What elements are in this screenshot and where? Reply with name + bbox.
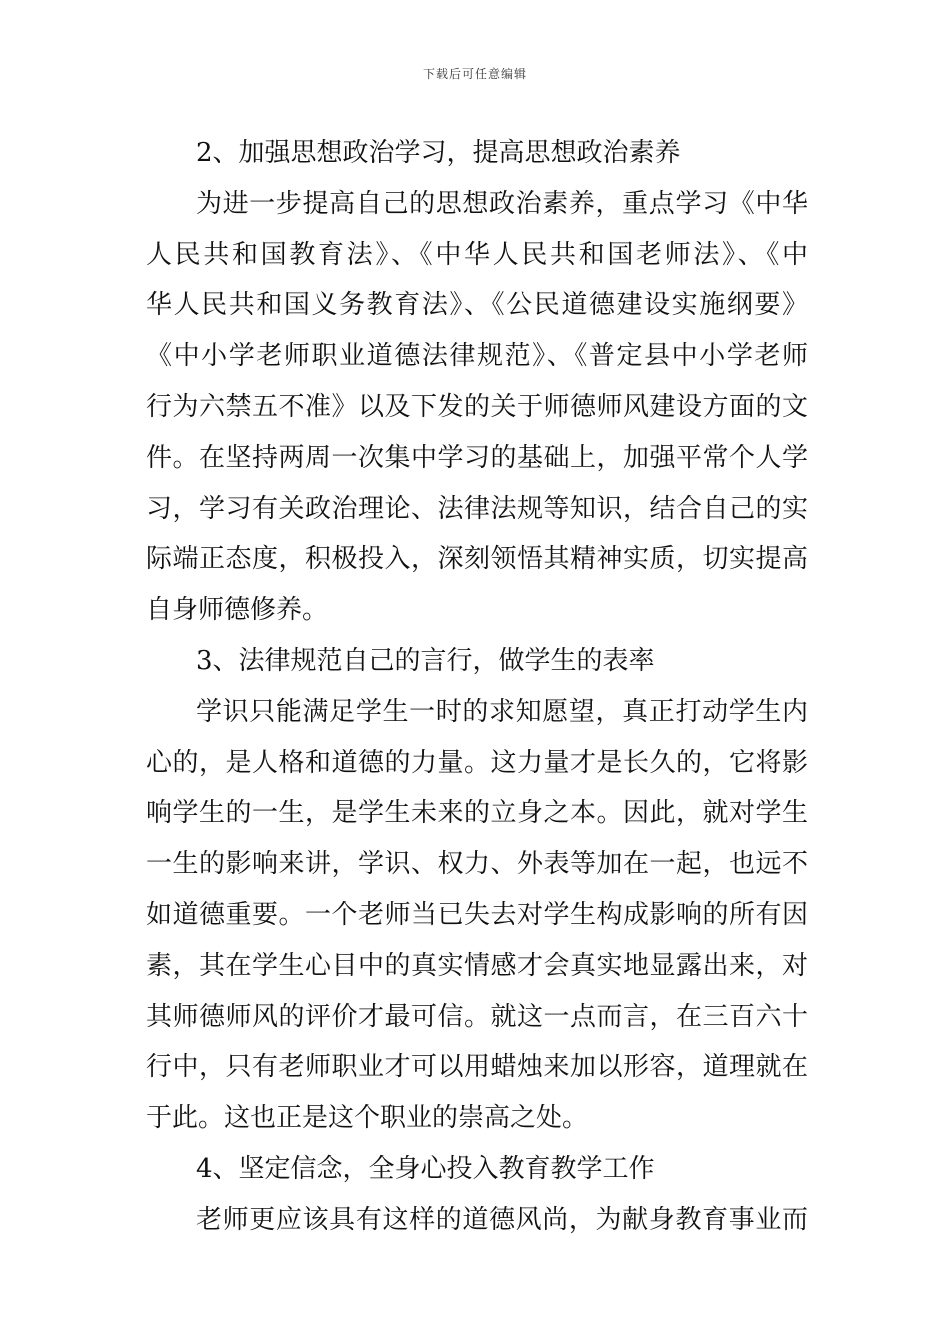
paragraph-line: 一生的影响来讲，学识、权力、外表等加在一起，也远不: [146, 849, 808, 880]
paragraph-line: 于此。这也正是这个职业的崇高之处。: [146, 1103, 589, 1134]
paragraph-line: 华人民共和国义务教育法》、《公民道德建设实施纲要》: [146, 290, 808, 321]
paragraph-line: 习，学习有关政治理论、法律法规等知识，结合自己的实: [146, 493, 808, 524]
paragraph-line: 件。在坚持两周一次集中学习的基础上，加强平常个人学: [146, 442, 808, 473]
section-heading-2: 2、加强思想政治学习，提高思想政治素养: [196, 138, 681, 168]
page-header: 下载后可任意编辑: [422, 67, 527, 81]
document-body: [146, 128, 808, 1246]
section-heading-3: 3、法律规范自己的言行，做学生的表率: [196, 645, 655, 676]
paragraph-line: 行中，只有老师职业才可以用蜡烛来加以形容，道理就在: [146, 1052, 808, 1083]
paragraph-line: 自身师德修养。: [146, 595, 329, 626]
paragraph-line: 其师德师风的评价才最可信。就这一点而言，在三百六十: [146, 1001, 808, 1032]
paragraph-line: 人民共和国教育法》、《中华人民共和国老师法》、《中: [146, 239, 808, 270]
paragraph-line: 行为六禁五不准》以及下发的关于师德师风建设方面的文: [146, 391, 808, 422]
paragraph-line: 《中小学老师职业道德法律规范》、《普定县中小学老师: [146, 341, 808, 372]
paragraph-line: 学识只能满足学生一时的求知愿望，真正打动学生内: [196, 696, 808, 727]
paragraph-line: 响学生的一生，是学生未来的立身之本。因此，就对学生: [146, 798, 808, 829]
paragraph-line: 老师更应该具有这样的道德风尚，为献身教育事业而: [196, 1204, 808, 1235]
paragraph-line: 素，其在学生心目中的真实情感才会真实地显露出来，对: [146, 950, 808, 981]
paragraph-line: 际端正态度，积极投入，深刻领悟其精神实质，切实提高: [146, 544, 808, 575]
section-heading-4: 4、坚定信念，全身心投入教育教学工作: [196, 1153, 655, 1184]
paragraph-line: 为进一步提高自己的思想政治素养，重点学习《中华: [196, 188, 808, 219]
paragraph-line: 如道德重要。一个老师当已失去对学生构成影响的所有因: [146, 899, 808, 930]
paragraph-line: 心的，是人格和道德的力量。这力量才是长久的，它将影: [146, 747, 808, 778]
